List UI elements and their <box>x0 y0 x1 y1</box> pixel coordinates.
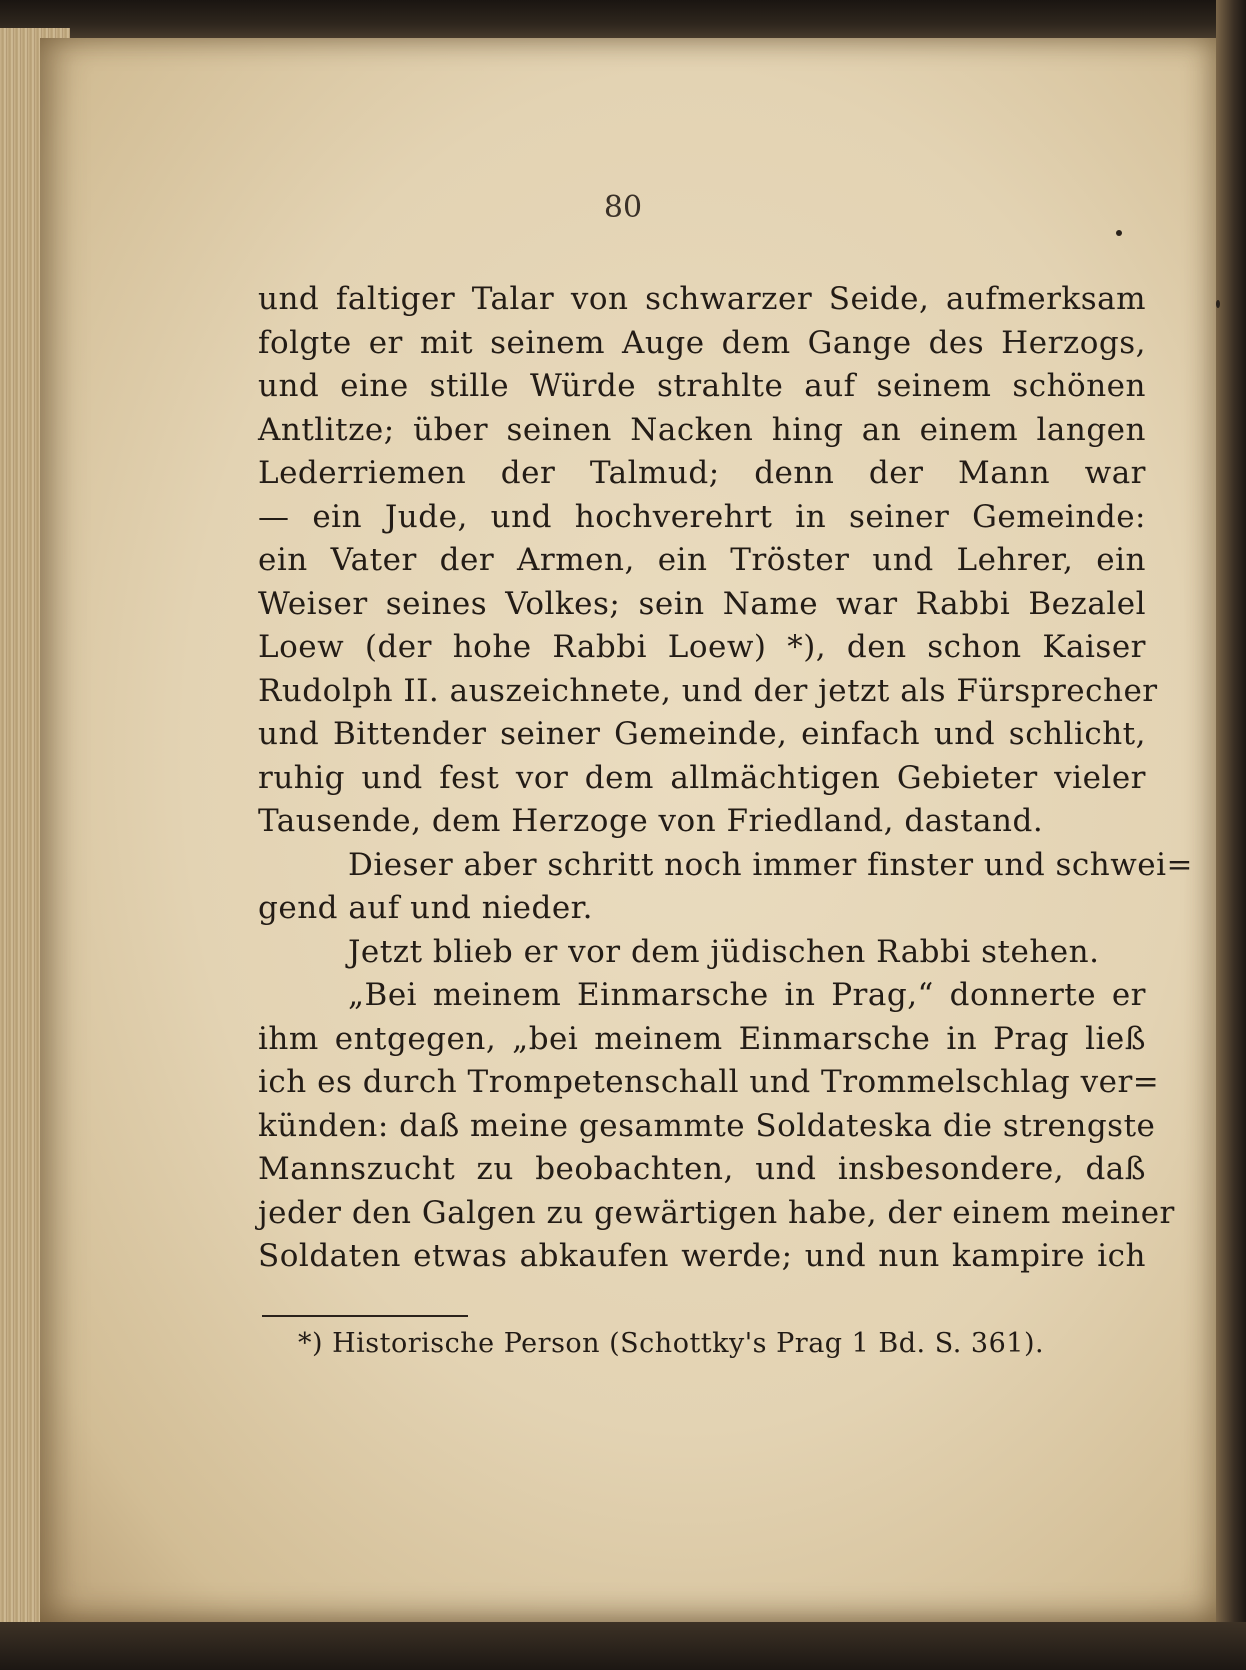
ink-speck <box>1216 300 1220 308</box>
text-line: und faltiger Talar von schwarzer Seide, aufmerksam <box>258 281 1146 317</box>
text-line: Rudolph II. auszeichnete, und der jetzt als Fürsprecher <box>258 672 1158 709</box>
text-line: Mannszucht zu beobachten, und insbesondere, daß <box>258 1151 1146 1187</box>
text-line: ich es durch Trompetenschall und Trommelschlag ver= <box>258 1064 1160 1100</box>
text-line: jeder den Galgen zu gewärtigen habe, der einem meiner <box>258 1194 1175 1231</box>
text-line: ein Vater der Armen, ein Tröster und Lehrer, ein <box>258 542 1146 578</box>
text-line: Soldaten etwas abkaufen werde; und nun kampire ich <box>258 1238 1146 1274</box>
text-line: ihm entgegen, „bei meinem Einmarsche in Prag ließ <box>258 1020 1146 1057</box>
text-line: Loew (der hohe Rabbi Loew) *), den schon Kaiser <box>258 629 1146 665</box>
text-line: Weiser seines Volkes; sein Name war Rabbi Bezalel <box>258 585 1146 622</box>
book-edge-bottom <box>0 1622 1246 1670</box>
footnote-rule <box>262 1315 468 1317</box>
text-line: und eine stille Würde strahlte auf seinem schönen <box>258 368 1146 404</box>
text-line: — ein Jude, und hochverehrt in seiner Gemeinde: <box>258 498 1146 535</box>
text-line: Lederriemen der Talmud; denn der Mann war <box>258 455 1146 491</box>
text-line: künden: daß meine gesammte Soldateska die strengste <box>258 1107 1156 1144</box>
ink-speck <box>1116 230 1122 236</box>
book-edge-top <box>0 0 1246 40</box>
book-gutter <box>1216 0 1246 1670</box>
paragraph-start-line: Jetzt blieb er vor dem jüdischen Rabbi stehen. <box>348 933 1100 970</box>
text-line: Tausende, dem Herzoge von Friedland, dastand. <box>258 803 1044 839</box>
text-line: folgte er mit seinem Auge dem Gange des Herzogs, <box>258 324 1146 361</box>
page-number: 80 <box>603 190 643 225</box>
text-line: und Bittender seiner Gemeinde, einfach und schlicht, <box>258 716 1146 752</box>
paragraph-start-line: Dieser aber schritt noch immer finster und schwei= <box>348 846 1194 883</box>
body-text <box>258 278 1194 1279</box>
text-line: gend auf und nieder. <box>258 890 593 926</box>
footnote: *) Historische Person (Schottky's Prag 1 Bd. S. 361). <box>298 1328 1045 1359</box>
paragraph-start-line: „Bei meinem Einmarsche in Prag,“ donnerte er <box>348 977 1146 1013</box>
text-line: Antlitze; über seinen Nacken hing an einem langen <box>258 411 1146 448</box>
text-line: ruhig und fest vor dem allmächtigen Gebieter vieler <box>258 759 1146 796</box>
